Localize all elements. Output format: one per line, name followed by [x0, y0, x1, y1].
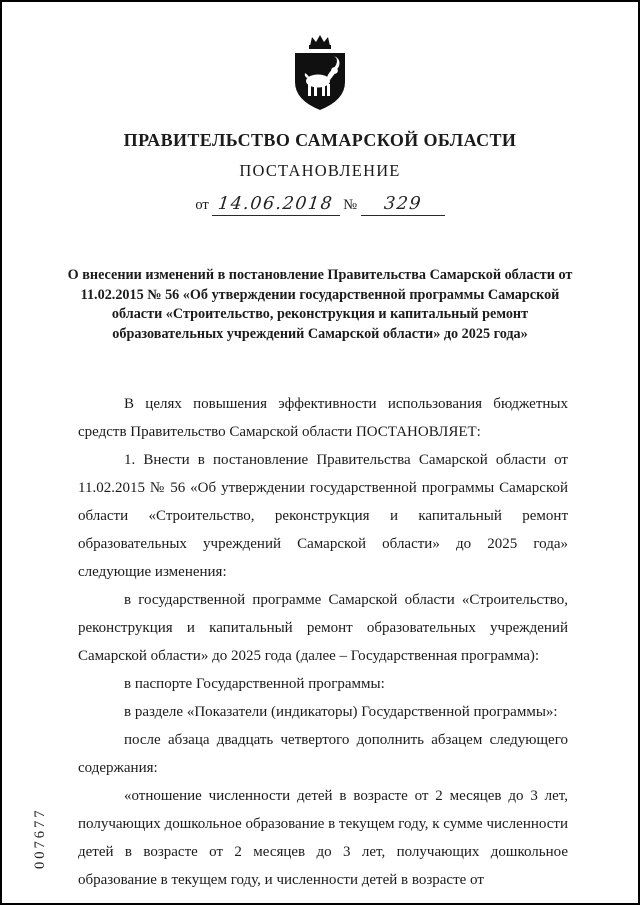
date-prefix-label: от — [195, 197, 209, 213]
document-registration-number-vertical: 007677 — [32, 807, 48, 869]
number-prefix-label: № — [343, 197, 358, 213]
body-paragraph: в паспорте Государственной программы: — [124, 676, 385, 692]
body-paragraph: в разделе «Показатели (индикаторы) Государственной программы»: — [124, 704, 558, 720]
number-underline — [361, 194, 445, 216]
body-paragraph: «отношение численности детей в возрасте от 2 месяцев до 3 лет, получающих дошкольное образование в текущем году, к сумме численности детей в возрасте от 2 месяцев до 3 лет, получающих дошкольное образование в текущем году, и численности детей в возрасте от — [78, 788, 568, 888]
document-body — [78, 390, 568, 894]
org-name-title: ПРАВИТЕЛЬСТВО САМАРСКОЙ ОБЛАСТИ — [123, 130, 517, 150]
date-underline — [212, 194, 339, 216]
doc-type-title: ПОСТАНОВЛЕНИЕ — [239, 161, 401, 180]
body-paragraph: после абзаца двадцать четвертого дополнить абзацем следующего содержания: — [78, 732, 568, 776]
document-header — [2, 32, 638, 216]
document-subject: О внесении изменений в постановление Правительства Самарской области от 11.02.2015 № 56 «Об утверждении государственной программы Самарской области «Строительство, реконструкция и капитальный ремонт образовательных учреждений Самарской области» до 2025 года» — [67, 267, 573, 342]
date-handwritten-value: 14.06.2018 — [217, 194, 335, 214]
number-handwritten-value: 329 — [382, 194, 423, 214]
body-paragraph: в государственной программе Самарской области «Строительство, реконструкция и капитальный ремонт образовательных учреждений Самарской области» до 2025 года (далее – Государственная программа): — [78, 592, 568, 664]
date-number-line — [2, 194, 638, 216]
body-paragraph: 1. Внести в постановление Правительства Самарской области от 11.02.2015 № 56 «Об утверждении государственной программы Самарской области «Строительство, реконструкция и капитальный ремонт образовательных учреждений Самарской области» до 2025 года» следующие изменения: — [78, 452, 568, 580]
samara-coat-of-arms-icon — [2, 32, 638, 114]
body-paragraph: В целях повышения эффективности использования бюджетных средств Правительство Самарской области ПОСТАНОВЛЯЕТ: — [78, 396, 568, 440]
